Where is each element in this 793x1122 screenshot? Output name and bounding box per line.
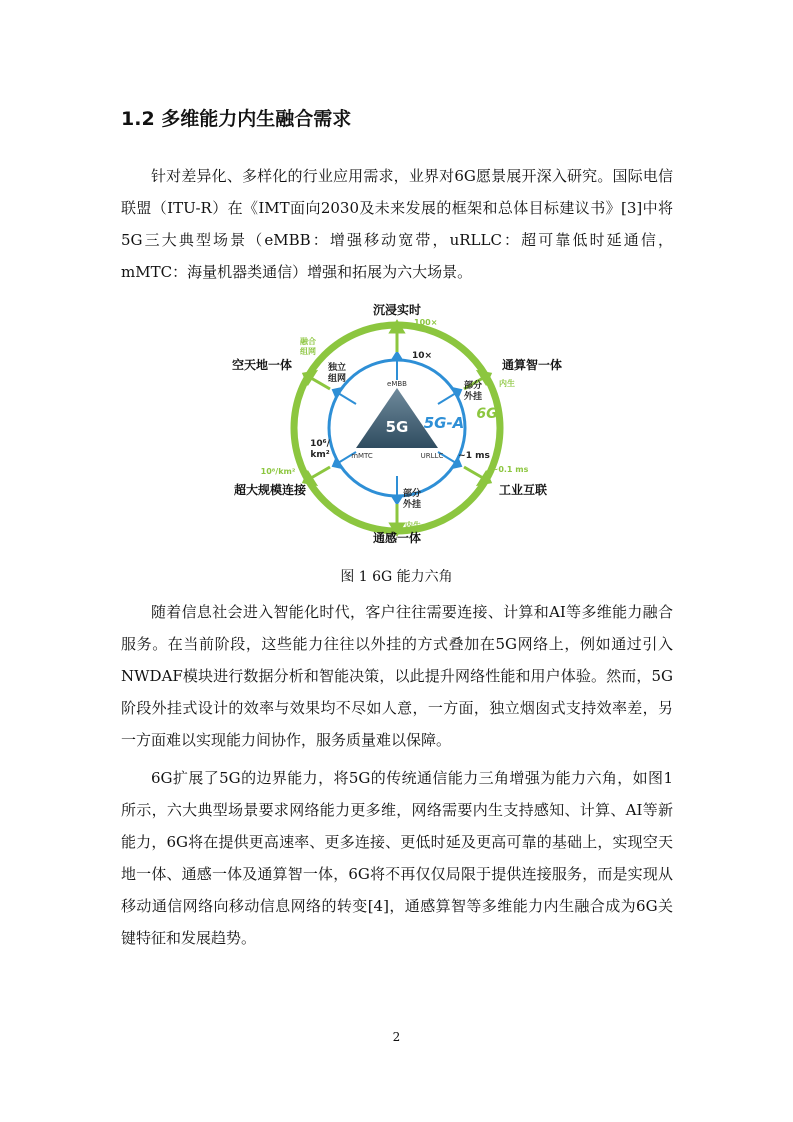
scenario-bottom-right: 工业互联 (498, 483, 548, 497)
triangle-label-embb: eMBB (387, 380, 407, 388)
outer-label-top: 100× (414, 318, 438, 327)
paragraph-2: 随着信息社会进入智能化时代，客户往往需要连接、计算和AI等多维能力融合服务。在当前阶段，这些能力往往以外挂的方式叠加在5G网络上，例如通过引入NWDAF模块进行数据分析和智能决策，以此提升网络性能和用户体验。然而，5G阶段外挂式设计的效率与效果均不尽如人意，一方面，独立烟囱式支持效率差，另一方面难以实现能力间协作，服务质量难以保障。 (121, 603, 673, 749)
section-heading: 1.2 多维能力内生融合需求 (121, 108, 352, 130)
scenario-bottom: 通感一体 (372, 531, 422, 545)
outer-label-top-left: 融合组网 (300, 337, 316, 356)
inner-label-bottom-right: ~1 ms (458, 451, 490, 461)
outer-label-bottom-right: ~0.1 ms (491, 465, 529, 474)
inner-label-top-left: 独立组网 (327, 363, 347, 384)
paragraph-1: 针对差异化、多样化的行业应用需求，业界对6G愿景展开深入研究。国际电信联盟（ITU-R）在《IMT面向2030及未来发展的框架和总体目标建议书》[3]中将5G三大典型场景（eMBB：增强移动宽带，uRLLC：超可靠低时延通信，mMTC：海量机器类通信）增强和拓展为六大场景。 (121, 167, 673, 281)
outer-label-bottom: 内生 (405, 521, 421, 530)
inner-label-top-right: 部分外挂 (463, 381, 483, 402)
paragraph-3: 6G扩展了5G的边界能力，将5G的传统通信能力三角增强为能力六角，如图1所示，六大典型场景要求网络能力更多维，网络需要内生支持感知、计算、AI等新能力，6G将在提供更高速率、更多连接、更低时延及更高可靠的基础上，实现空天地一体、通感一体及通算智一体，6G将不再仅仅局限于提供连接服务，而是实现从移动通信网络向移动信息网络的转变[4]，通感算智等多维能力内生融合成为6G关键特征和发展趋势。 (121, 769, 673, 947)
outer-label-top-right: 内生 (499, 379, 515, 388)
scenario-top: 沉浸实时 (372, 303, 422, 317)
page-number: 2 (392, 1030, 401, 1044)
figure-diagram (220, 300, 575, 555)
center-5g-label: 5G (385, 418, 409, 436)
scenario-top-right: 通算智一体 (501, 358, 563, 372)
outer-label-bottom-left: 10⁸/km² (260, 467, 296, 476)
figure-caption: 图 1 6G 能力六角 (340, 569, 453, 585)
ring-label-6g: 6G (476, 406, 498, 422)
triangle-label-urllc: URLLC (420, 452, 444, 460)
inner-label-top: 10× (412, 351, 433, 361)
scenario-top-left: 空天地一体 (231, 358, 293, 372)
scenario-bottom-left: 超大规模连接 (233, 483, 307, 497)
inner-label-bottom: 部分外挂 (402, 489, 422, 510)
inner-label-bottom-left: 10⁶/ km² (310, 439, 330, 460)
ring-label-5g-a: 5G-A (423, 414, 465, 432)
6g-capability-hexagon-figure (220, 300, 575, 555)
triangle-label-mmtc: mMTC (351, 452, 373, 460)
